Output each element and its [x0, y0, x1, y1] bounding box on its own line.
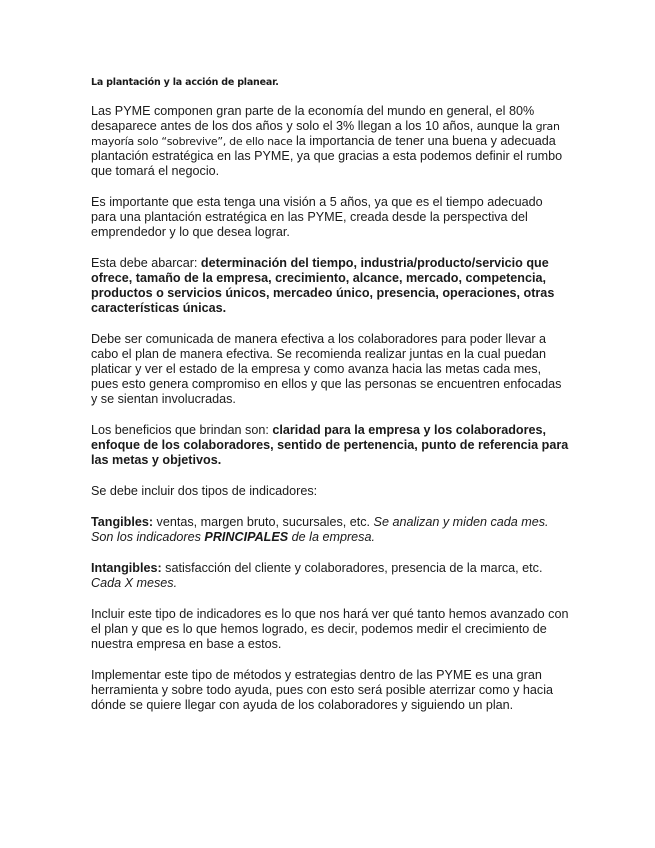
- paragraph-5-intro: Los beneficios que brindan son:: [91, 423, 273, 437]
- document-body: [91, 104, 569, 729]
- paragraph-2: Es importante que esta tenga una visión a 5 años, ya que es el tiempo adecuado para una plantación estratégica en las PYME, creada desde la perspectiva del emprendedor y lo que desea lograr.: [91, 195, 543, 239]
- paragraph-3-bold: determinación del tiempo, industria/producto/servicio que ofrece, tamaño de la empresa, crecimiento, alcance, mercado, competencia, productos o servicios únicos, mercadeo único, presencia, operaciones, otras características únicas.: [91, 256, 555, 315]
- intangibles-italic: Cada X meses.: [91, 576, 178, 590]
- paragraph-3: [91, 256, 569, 316]
- tangibles-text: ventas, margen bruto, sucursales, etc.: [153, 515, 374, 529]
- paragraph-5-bold: claridad para la empresa y los colaboradores, enfoque de los colaboradores, sentido de pertenencia, punto de referencia para las metas y objetivos.: [91, 423, 569, 467]
- tangibles-italic-bold: PRINCIPALES: [204, 530, 289, 544]
- paragraph-1: [91, 104, 569, 179]
- paragraph-7: [91, 515, 569, 545]
- intangibles-text: satisfacción del cliente y colaboradores, presencia de la marca, etc.: [161, 561, 543, 575]
- tangibles-italic-2: de la empresa.: [288, 530, 375, 544]
- paragraph-6: Se debe incluir dos tipos de indicadores:: [91, 484, 318, 498]
- paragraph-3-intro: Esta debe abarcar:: [91, 256, 201, 270]
- paragraph-10: Implementar este tipo de métodos y estrategias dentro de las PYME es una gran herramienta y sobre todo ayuda, pues con esto será posible aterrizar como y hacia dónde se quiere llegar con ayuda de los colaboradores y siguiendo un plan.: [91, 668, 554, 712]
- paragraph-8: [91, 561, 569, 591]
- paragraph-1-text-a: Las PYME componen gran parte de la economía del mundo en general, el 80% desaparece antes de los dos años y solo el 3% llegan a los 10 años, aunque la: [91, 104, 536, 133]
- document-title: La plantación y la acción de planear.: [91, 77, 279, 88]
- paragraph-1-text-c: la importancia de tener una buena y adecuada plantación estratégica en las PYME, ya que gracias a esta podemos definir el rumbo que tomará el negocio.: [91, 134, 563, 178]
- paragraph-5: [91, 423, 569, 468]
- intangibles-label: Intangibles:: [91, 561, 162, 575]
- paragraph-9: Incluir este tipo de indicadores es lo que nos hará ver qué tanto hemos avanzado con el plan y que es lo que hemos logrado, es decir, podemos medir el crecimiento de nuestra empresa en base a estos.: [91, 607, 569, 651]
- tangibles-label: Tangibles:: [91, 515, 154, 529]
- paragraph-1-text-b: gran mayoría solo “sobrevive”, de ello nace: [91, 120, 560, 148]
- tangibles-italic-1: Se analizan y miden cada mes. Son los indicadores: [91, 515, 549, 544]
- paragraph-4: Debe ser comunicada de manera efectiva a los colaboradores para poder llevar a cabo el plan de manera efectiva. Se recomienda realizar juntas en la cual puedan platicar y ver el estado de la empresa y como avanza hacia las metas cada mes, pues esto genera compromiso en ellos y que las personas se encuentren enfocadas y se sientan involucradas.: [91, 332, 562, 406]
